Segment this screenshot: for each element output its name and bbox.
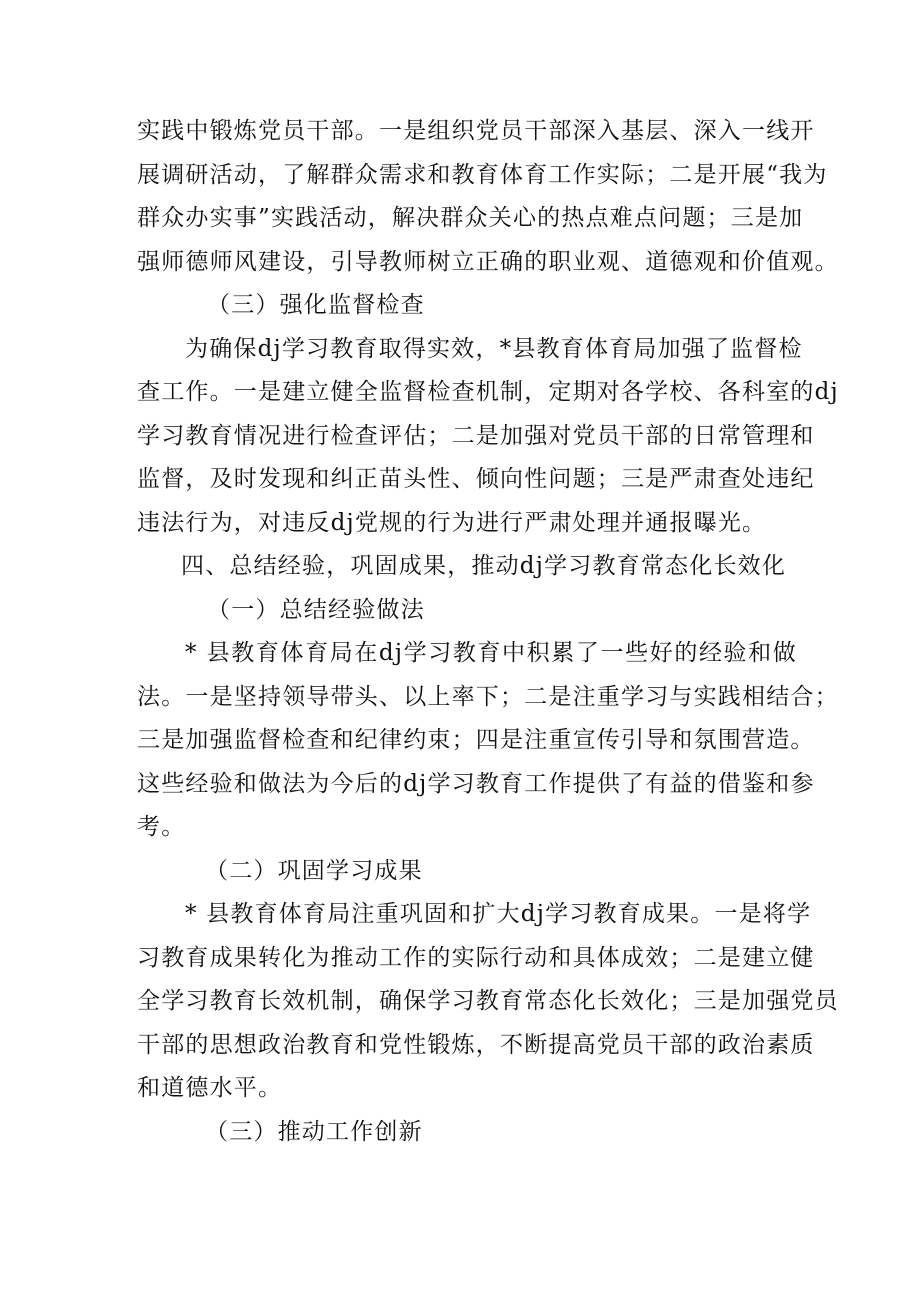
section-heading-innovation: （三）推动工作创新	[205, 1118, 423, 1145]
text-line: 学习教育情况进行检查评估；二是加强对党员干部的日常管理和	[137, 422, 815, 449]
section-heading-supervision: （三）强化监督检查	[207, 292, 425, 318]
text-line: 查工作。一是建立健全监督检查机制，定期对各学校、各科室的dj	[137, 379, 839, 405]
paragraph-consolidate	[137, 893, 839, 1111]
text-line: 强师德师风建设，引导教师树立正确的职业观、道德观和价值观。	[137, 248, 839, 275]
text-line: * 县教育体育局注重巩固和扩大dj学习教育成果。一是将学	[185, 901, 812, 927]
document-page	[137, 110, 839, 1154]
section-heading-experience: （一）总结经验做法	[207, 596, 425, 623]
text-line: 实践中锻炼党员干部。一是组织党员干部深入基层、深入一线开	[137, 118, 815, 144]
text-line: 干部的思想政治教育和党性锻炼，不断提高党员干部的政治素质	[137, 1031, 815, 1058]
text-line: 和道德水平。	[137, 1075, 283, 1101]
paragraph-practice	[137, 110, 839, 284]
text-line: 违法行为，对违反dj党规的行为进行严肃处理并通报曝光。	[137, 509, 767, 536]
text-line: 全学习教育长效机制，确保学习教育常态化长效化；三是加强党员	[137, 988, 839, 1014]
text-line: 考。	[137, 814, 186, 840]
text-line: 习教育成果转化为推动工作的实际行动和具体成效；二是建立健	[137, 944, 815, 971]
paragraph-experience	[137, 632, 839, 850]
paragraph-supervision	[137, 328, 839, 546]
text-line: 三是加强监督检查和纪律约束；四是注重宣传引导和氛围营造。	[137, 727, 815, 753]
text-line: * 县教育体育局在dj学习教育中积累了一些好的经验和做	[185, 640, 797, 666]
text-line: 群众办实事”实践活动，解决群众关心的热点难点问题；三是加	[137, 205, 804, 231]
text-line: 法。一是坚持领导带头、以上率下；二是注重学习与实践相结合；	[137, 683, 839, 710]
chapter-heading-four: 四、总结经验，巩固成果，推动dj学习教育常态化长效化	[181, 553, 787, 579]
text-line: 展调研活动，了解群众需求和教育体育工作实际；二是开展“我为	[137, 161, 828, 188]
text-line: 为确保dj学习教育取得实效，*县教育体育局加强了监督检	[185, 335, 803, 362]
text-line: 监督，及时发现和纠正苗头性、倾向性问题；三是严肃查处违纪	[137, 466, 815, 492]
text-line: 这些经验和做法为今后的dj学习教育工作提供了有益的借鉴和参	[137, 770, 815, 797]
section-heading-consolidate: （二）巩固学习成果	[205, 857, 423, 884]
